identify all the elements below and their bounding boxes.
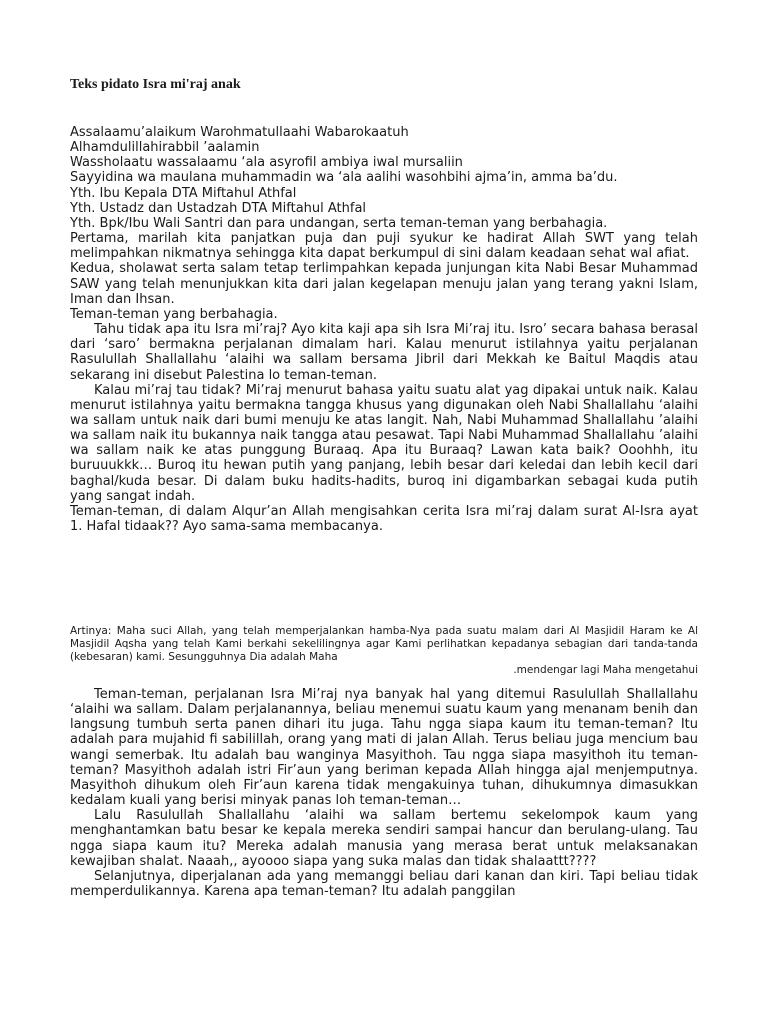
document-title: Teks pidato Isra mi'raj anak xyxy=(70,77,241,92)
speech-body-part-1 xyxy=(70,125,698,534)
speech-body-part-2 xyxy=(70,687,698,899)
paragraph: Assalaamu’alaikum Warohmatullaahi Wabarokaatuh xyxy=(70,125,409,140)
paragraph: Alhamdulillahirabbil ’aalamin xyxy=(70,140,260,156)
paragraph: Selanjutnya, diperjalanan ada yang memanggi beliau dari kanan dan kiri. Tapi beliau tidak memperdulikannya. Karena apa teman-teman? Itu adalah panggilan xyxy=(70,868,698,900)
paragraph: Teman-teman, di dalam Alqur’an Allah mengisahkan cerita Isra mi’raj dalam surat Al-Isra ayat 1. Hafal tidaak?? Ayo sama-sama membacanya. xyxy=(70,503,698,535)
verse-translation xyxy=(70,625,698,677)
translation-last-line: .mendengar lagi Maha mengetahui xyxy=(513,664,698,676)
paragraph: Yth. Ibu Kepala DTA Miftahul Athfal xyxy=(70,185,297,201)
paragraph: Tahu tidak apa itu Isra mi’raj? Ayo kita kaji apa sih Isra Mi’raj itu. Isro’ secara bahasa berasal dari ‘saro’ bermakna perjalanan dimalam hari. Kalau menurut istilahnya yaitu perjalanan Rasulullah Shallallahu ‘alaihi wa sallam bersama Jibril dari Mekkah ke Baitul Maqdis atau sekarang ini disebut Palestina lo teman-teman. xyxy=(70,322,698,383)
paragraph: Kedua, sholawat serta salam tetap terlimpahkan kepada junjungan kita Nabi Besar Muhammad SAW yang telah menunjukkan kita dari jalan kegelapan menuju jalan yang terang yakni Islam, Iman dan Ihsan. xyxy=(70,261,698,307)
paragraph: Wassholaatu wassalaamu ‘ala asyrofil ambiya iwal mursaliin xyxy=(70,155,463,171)
translation-text: Artinya: Maha suci Allah, yang telah memperjalankan hamba-Nya pada suatu malam dari Al Masjidil Haram ke Al Masjidil Aqsha yang telah Kami berkahi sekelilingnya agar Kami perlihatkan kepadanya sebagian dari tanda-tanda (kebesaran) kami. Sesungguhnya Dia adalah Maha xyxy=(70,625,698,663)
paragraph: Sayyidina wa maulana muhammadin wa ‘ala aalihi wasohbihi ajma’in, amma ba’du. xyxy=(70,170,618,186)
paragraph: Teman-teman, perjalanan Isra Mi’raj nya banyak hal yang ditemui Rasulullah Shallallahu ‘alaihi wa sallam. Dalam perjalanannya, beliau menemui suatu kaum yang menanam benih dan langsung tumbuh serta panen dihari itu juga. Tahu ngga siapa kaum itu teman-teman? Itu adalah para mujahid fi sabilillah, orang yang mati di jalan Allah. Terus beliau juga mencium bau wangi semerbak. Itu adalah bau wanginya Masyithoh. Tau ngga siapa masyithoh itu teman-teman? Masyithoh adalah istri Fir’aun yang beriman kepada Allah hingga ajal menjemputnya. Masyithoh dihukum oleh Fir’aun karena tidak mengakuinya tuhan, dihukumnya dimasukkan kedalam kuali yang berisi minyak panas loh teman-teman… xyxy=(70,687,698,809)
paragraph: Yth. Ustadz dan Ustadzah DTA Miftahul Athfal xyxy=(70,200,367,216)
paragraph: Yth. Bpk/Ibu Wali Santri dan para undangan, serta teman-teman yang berbahagia. xyxy=(70,215,608,231)
paragraph: Teman-teman yang berbahagia. xyxy=(70,306,278,322)
paragraph: Pertama, marilah kita panjatkan puja dan puji syukur ke hadirat Allah SWT yang telah melimpahkan nikmatnya sehingga kita dapat berkumpul di sini dalam keadaan sehat wal afiat. xyxy=(70,231,698,262)
paragraph: Kalau mi’raj tau tidak? Mi’raj menurut bahasa yaitu suatu alat yag dipakai untuk naik. Kalau menurut istilahnya yaitu bermakna tangga khusus yang digunakan oleh Nabi Shallallahu ‘alaihi wa sallam untuk naik dari bumi menuju ke atas langit. Nah, Nabi Muhammad Shallallahu ’alaihi wa sallam naik itu bukannya naik tangga atau pesawat. Tapi Nabi Muhammad Shallallahu ’alaihi wa sallam naik ke atas punggung Buraaq. Apa itu Buraaq? Lawan kata baik? Ooohhh, itu buruuukkk… Buroq itu hewan putih yang panjang, lebih besar dari keledai dan lebih kecil dari baghal/kuda besar. Di dalam buku hadits-hadits, buroq ini digambarkan sebagai kuda putih yang sangat indah. xyxy=(70,382,698,504)
paragraph: Lalu Rasulullah Shallallahu ‘alaihi wa sallam bertemu sekelompok kaum yang menghantamkan batu besar ke kepala mereka sendiri sampai hancur dan berulang-ulang. Tau ngga siapa kaum itu? Mereka adalah manusia yang merasa berat untuk melaksanakan kewajiban shalat. Naaah,, ayoooo siapa yang suka malas dan tidak shalaattt???? xyxy=(70,808,698,869)
